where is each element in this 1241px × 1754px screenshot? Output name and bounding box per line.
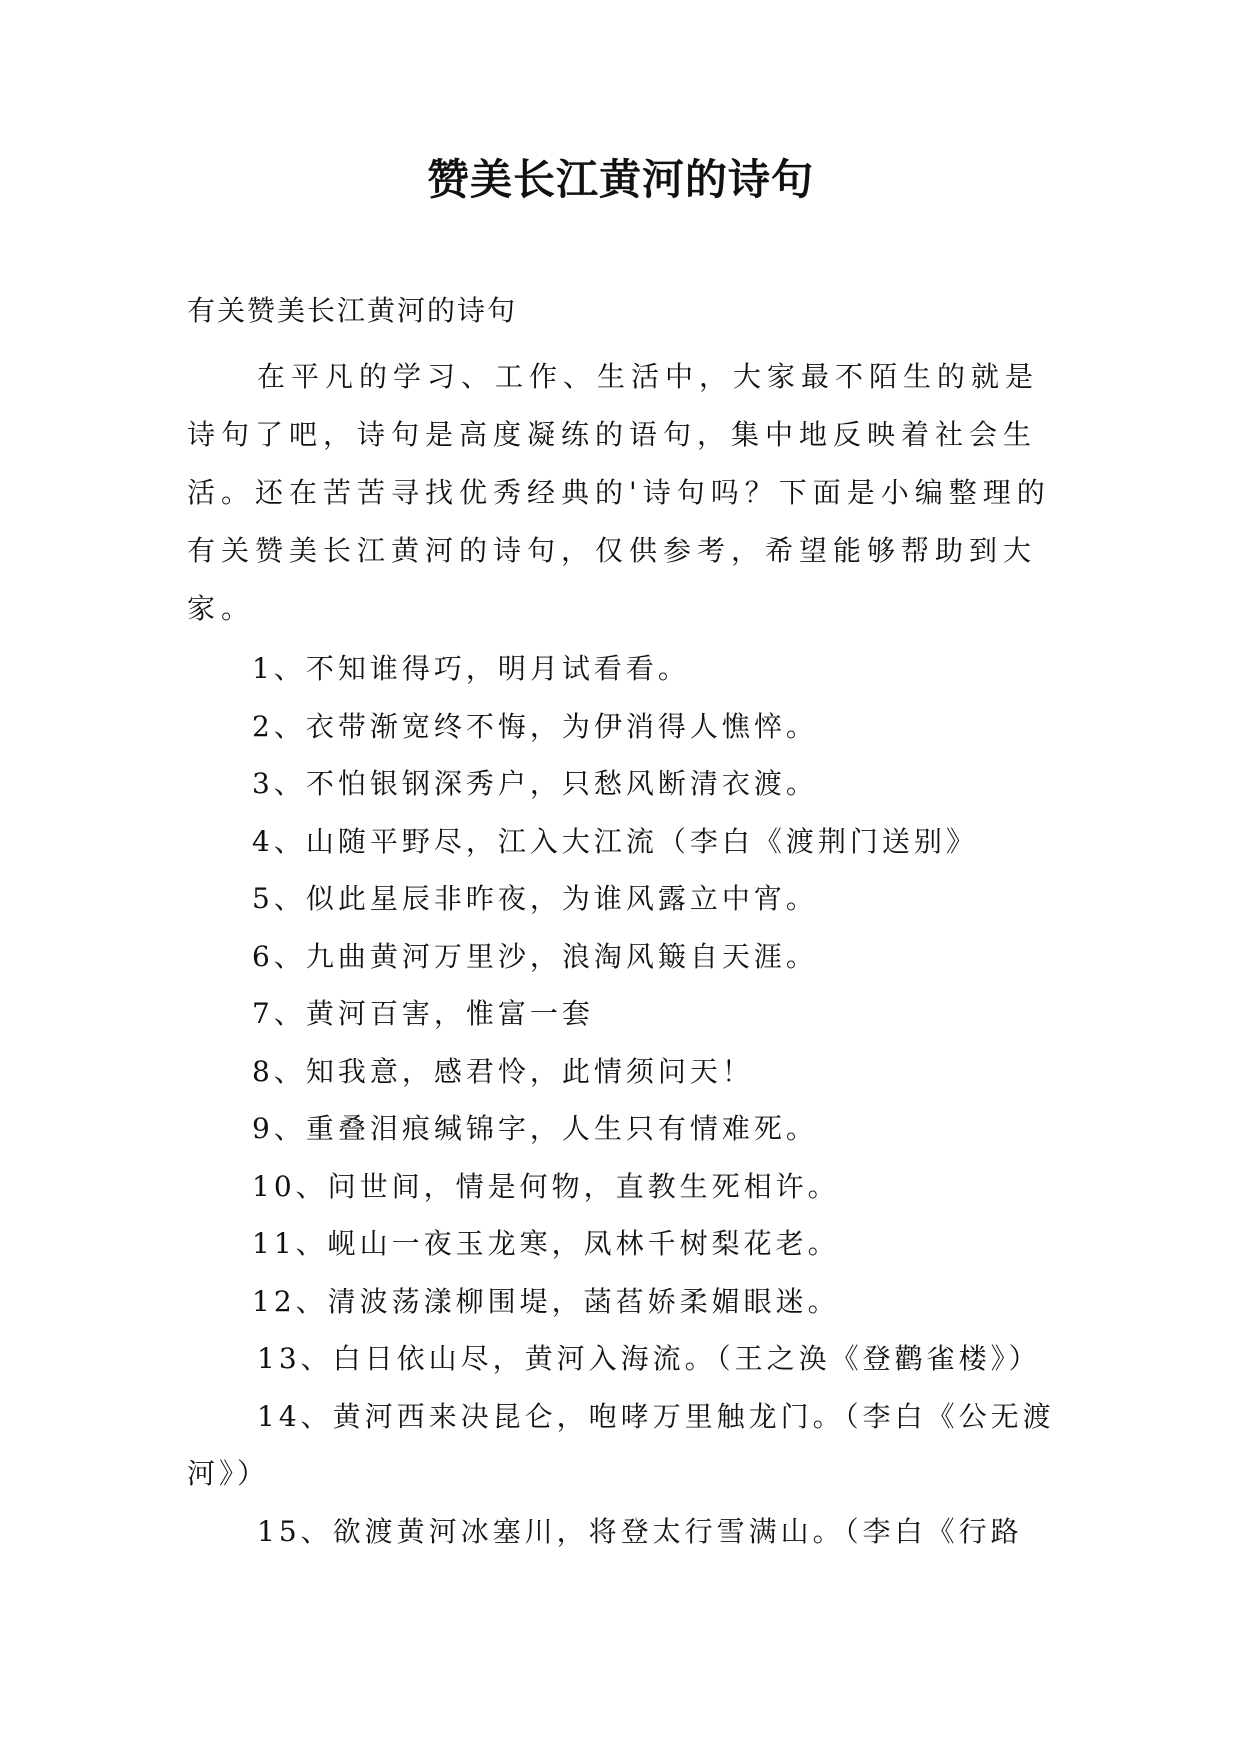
page-title: 赞美长江黄河的诗句 xyxy=(426,155,814,204)
poem-line: 4、山随平野尽，江入大江流（李白《渡荆门送别》 xyxy=(252,824,978,858)
poem-line: 15、欲渡黄河冰塞川，将登太行雪满山。（李白《行路 xyxy=(257,1514,1023,1548)
poem-line: 13、白日依山尽，黄河入海流。（王之涣《登鹳雀楼》） xyxy=(257,1342,1041,1375)
poem-line: 2、衣带渐宽终不悔，为伊消得人憔悴。 xyxy=(252,709,818,743)
poem-line: 11、岘山一夜玉龙寒，凤林千树梨花老。 xyxy=(252,1227,840,1260)
poem-line: 7、黄河百害，惟富一套 xyxy=(252,997,594,1030)
intro-paragraph: 在平凡的学习、工作、生活中，大家最不陌生的就是诗句了吧，诗句是高度凝练的语句，集中地反映着社会生活。还在苦苦寻找优秀经典的'诗句吗？下面是小编整理的有关赞美长江黄河的诗句，仅供参考，希望能够帮助到大家。 xyxy=(187,360,1051,625)
poem-line: 3、不怕银钢深秀户，只愁风断清衣渡。 xyxy=(252,767,818,800)
poem-line: 1、不知谁得巧，明月试看看。 xyxy=(252,652,690,685)
poem-line: 14、黄河西来决昆仑，咆哮万里触龙门。（李白《公无渡河》） xyxy=(187,1399,1055,1490)
poem-line: 8、知我意，感君怜，此情须问天！ xyxy=(252,1054,754,1088)
poem-line: 10、问世间，情是何物，直教生死相许。 xyxy=(252,1169,840,1203)
poem-list xyxy=(187,640,1067,1560)
poem-line: 5、似此星辰非昨夜，为谁风露立中宵。 xyxy=(252,882,818,915)
subtitle: 有关赞美长江黄河的诗句 xyxy=(187,294,518,327)
poem-line: 12、清波荡漾柳围堤，菡萏娇柔媚眼迷。 xyxy=(252,1284,840,1318)
poem-line: 6、九曲黄河万里沙，浪淘风簸自天涯。 xyxy=(252,939,818,973)
poem-line: 9、重叠泪痕缄锦字，人生只有情难死。 xyxy=(252,1112,818,1145)
